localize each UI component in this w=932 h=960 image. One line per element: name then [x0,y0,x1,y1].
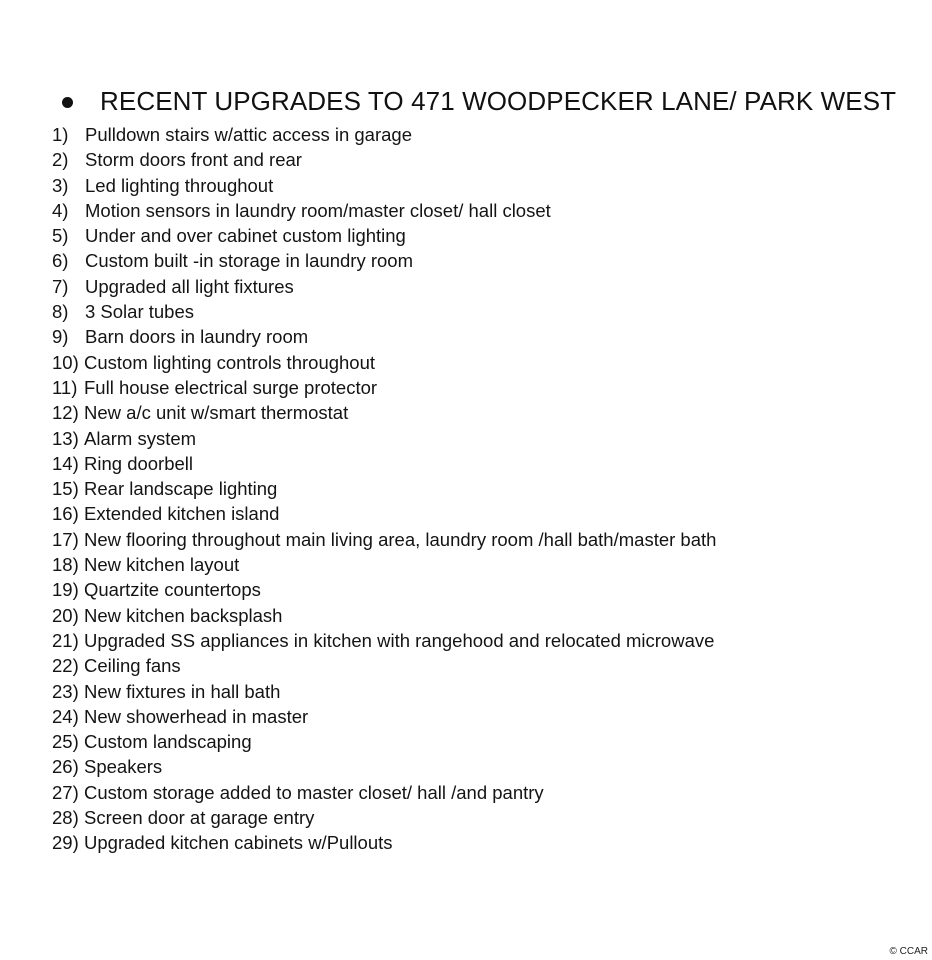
list-item-text: Custom storage added to master closet/ hall /and pantry [84,781,544,803]
list-item [52,628,716,653]
list-item-number: 5) [52,225,69,247]
list-item-number: 19) [52,579,79,601]
list-item [52,729,716,754]
list-item [52,299,716,324]
list-item-number: 16) [52,503,79,525]
list-item [52,324,716,349]
list-item-text: 3 Solar tubes [85,301,195,323]
list-item-number: 10) [52,351,79,373]
list-item-text: Barn doors in laundry room [85,326,309,348]
list-item [52,426,716,451]
page-title: RECENT UPGRADES TO 471 WOODPECKER LANE/ PARK WEST [100,86,897,116]
list-item [52,375,716,400]
list-item-text: Rear landscape lighting [84,478,278,500]
list-item-number: 23) [52,680,79,702]
list-item-text: Upgraded kitchen cabinets w/Pullouts [84,832,393,854]
list-item [52,350,716,375]
list-item-number: 17) [52,528,79,550]
list-item-text: Ceiling fans [84,655,181,677]
list-item-text: Full house electrical surge protector [84,376,378,398]
list-item-number: 12) [52,402,79,424]
list-item-text: Ring doorbell [84,452,194,474]
list-item-number: 27) [52,781,79,803]
list-item-text: New flooring throughout main living area, laundry room /hall bath/master bath [84,528,717,550]
list-item-number: 3) [52,174,69,196]
list-item-number: 8) [52,301,69,323]
list-item-number: 28) [52,807,79,829]
list-item [52,400,716,425]
list-item-text: Alarm system [84,427,197,449]
list-item-text: Upgraded SS appliances in kitchen with rangehood and relocated microwave [84,629,715,651]
list-item [52,704,716,729]
list-item-text: New fixtures in hall bath [84,680,281,702]
list-item [52,754,716,779]
list-item-number: 6) [52,250,69,272]
list-item [52,451,716,476]
copyright-mark: © CCAR [889,946,928,957]
list-item-text: Upgraded all light fixtures [85,275,294,297]
list-item-text: Storm doors front and rear [85,149,302,171]
list-item [52,173,716,198]
list-item-text: Led lighting throughout [85,174,274,196]
list-item-text: Pulldown stairs w/attic access in garage [85,124,412,145]
list-item-text: Custom landscaping [84,731,252,753]
list-item-number: 7) [52,275,69,297]
list-item-number: 4) [52,199,69,221]
list-item-number: 22) [52,655,79,677]
list-item-text: Extended kitchen island [84,503,280,525]
list-item-text: New kitchen backsplash [84,604,283,626]
list-item-text: Quartzite countertops [84,579,261,601]
list-item-number: 26) [52,756,79,778]
list-item-number: 15) [52,478,79,500]
list-item-number: 9) [52,326,69,348]
list-item-number: 14) [52,452,79,474]
list-item [52,830,716,855]
list-item-text: Speakers [84,756,163,778]
list-item [52,603,716,628]
list-item-text: Motion sensors in laundry room/master closet/ hall closet [85,199,551,221]
upgrades-list [52,122,716,856]
list-item [52,527,716,552]
list-item [52,552,716,577]
list-item [52,805,716,830]
list-item-number: 13) [52,427,79,449]
list-item-text: Screen door at garage entry [84,807,315,829]
list-item [52,122,716,147]
list-item-number: 21) [52,629,79,651]
list-item [52,198,716,223]
list-item [52,653,716,678]
list-item-number: 2) [52,149,69,171]
bullet-icon [62,97,73,108]
list-item [52,147,716,172]
list-item-number: 20) [52,604,79,626]
list-item [52,476,716,501]
list-item [52,501,716,526]
list-item [52,679,716,704]
list-item-text: Under and over cabinet custom lighting [85,225,406,247]
list-item [52,248,716,273]
list-item-number: 11) [52,376,78,398]
list-item [52,577,716,602]
list-item [52,780,716,805]
list-item-text: New showerhead in master [84,705,309,727]
list-item-text: New a/c unit w/smart thermostat [84,402,349,424]
heading-row [62,86,896,117]
list-item-text: New kitchen layout [84,554,240,576]
list-item-number: 29) [52,832,79,854]
list-item-number: 24) [52,705,79,727]
list-item-text: Custom lighting controls throughout [84,351,376,373]
list-item-number: 25) [52,731,79,753]
list-item [52,223,716,248]
list-item-text: Custom built -in storage in laundry room [85,250,414,272]
list-item [52,274,716,299]
list-item-number: 1) [52,124,69,145]
list-item-number: 18) [52,554,79,576]
